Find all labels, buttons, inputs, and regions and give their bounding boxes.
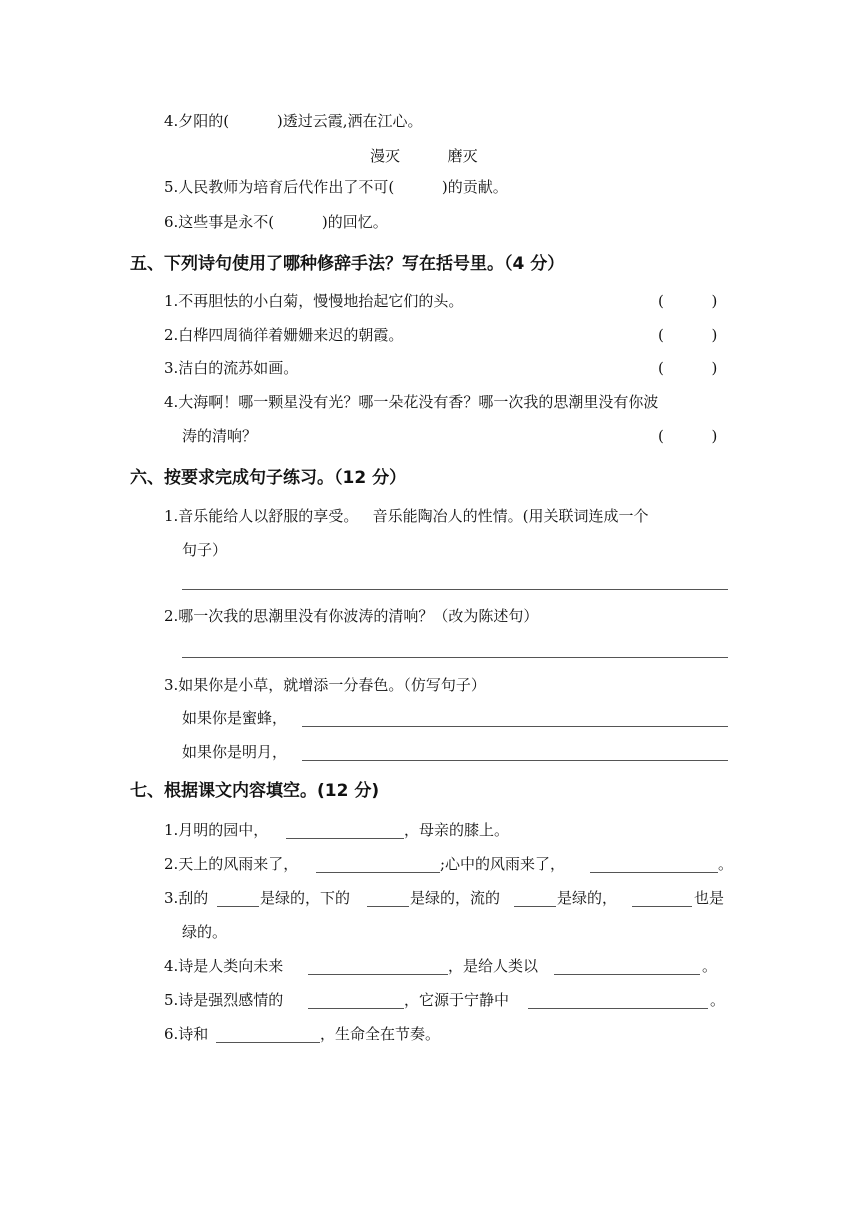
- section-6-heading: 六、按要求完成句子练习。（12 分）: [130, 468, 407, 488]
- question-7-3-a: 3.刮的: [164, 889, 209, 907]
- answer-line-6-3-a[interactable]: [302, 726, 728, 727]
- question-7-3-b: 是绿的，下的: [260, 889, 351, 907]
- answer-line-6-2[interactable]: [182, 657, 728, 658]
- question-4-6: 6.这些事是永不( )的回忆。: [164, 213, 388, 231]
- question-7-5-a: 5.诗是强烈感情的: [164, 991, 284, 1009]
- question-7-2-a: 2.天上的风雨来了，: [164, 855, 299, 873]
- blank-7-1[interactable]: [286, 838, 404, 839]
- answer-paren-5-2: ( ): [658, 326, 718, 344]
- blank-7-4-a[interactable]: [308, 974, 448, 975]
- question-7-5-b: ，它源于宁静中: [404, 991, 510, 1009]
- blank-7-3-a[interactable]: [217, 906, 259, 907]
- question-6-3: 3.如果你是小草，就增添一分春色。（仿写句子）: [164, 676, 486, 694]
- question-7-3-c: 是绿的，流的: [410, 889, 501, 907]
- blank-7-5-a[interactable]: [308, 1008, 404, 1009]
- question-4-5: 5.人民教师为培育后代作出了不可( )的贡献。: [164, 178, 508, 196]
- section-5-heading: 五、下列诗句使用了哪种修辞手法？写在括号里。（4 分）: [130, 254, 565, 274]
- question-6-1: 1.音乐能给人以舒服的享受。 音乐能陶冶人的性情。(用关联词连成一个: [164, 507, 649, 525]
- question-7-4-a: 4.诗是人类向未来: [164, 957, 284, 975]
- question-7-1-b: ，母亲的膝上。: [404, 821, 510, 839]
- question-7-3-d: 是绿的，: [557, 889, 618, 907]
- question-7-6-b: ，生命全在节奏。: [320, 1025, 441, 1043]
- question-6-2: 2.哪一次我的思潮里没有你波涛的清响？（改为陈述句）: [164, 607, 539, 625]
- blank-7-6[interactable]: [216, 1042, 320, 1043]
- question-5-3: 3.洁白的流苏如画。: [164, 359, 299, 377]
- word-choices: 漫灭 磨灭: [370, 147, 478, 165]
- answer-paren-5-1: ( ): [658, 292, 718, 310]
- blank-7-3-d[interactable]: [632, 906, 692, 907]
- section-7-heading: 七、根据课文内容填空。(12 分): [130, 781, 380, 801]
- blank-7-3-b[interactable]: [367, 906, 409, 907]
- blank-7-3-c[interactable]: [514, 906, 556, 907]
- answer-paren-5-4: ( ): [658, 427, 718, 445]
- question-5-1: 1.不再胆怯的小白菊，慢慢地抬起它们的头。: [164, 292, 464, 310]
- blank-7-2-a[interactable]: [316, 872, 440, 873]
- answer-line-6-3-b[interactable]: [302, 760, 728, 761]
- blank-7-5-b[interactable]: [528, 1008, 708, 1009]
- question-7-4-c: 。: [702, 957, 718, 975]
- question-5-4: 4.大海啊！哪一颗星没有光？哪一朵花没有香？哪一次我的思潮里没有你波: [164, 393, 659, 411]
- question-7-2-c: 。: [718, 855, 734, 873]
- question-4-4: 4.夕阳的( )透过云霞,洒在江心。: [164, 112, 423, 130]
- question-7-6-a: 6.诗和: [164, 1025, 209, 1043]
- answer-line-6-1[interactable]: [182, 589, 728, 590]
- question-7-3-cont: 绿的。: [182, 923, 228, 941]
- question-7-5-c: 。: [710, 991, 726, 1009]
- imitation-bee: 如果你是蜜蜂，: [182, 709, 288, 727]
- question-7-2-b: ;心中的风雨来了，: [440, 855, 566, 873]
- blank-7-2-b[interactable]: [590, 872, 718, 873]
- question-5-2: 2.白桦四周徜徉着姗姗来迟的朝霞。: [164, 326, 404, 344]
- answer-paren-5-3: ( ): [658, 359, 718, 377]
- blank-7-4-b[interactable]: [554, 974, 700, 975]
- question-7-4-b: ，是给人类以: [448, 957, 539, 975]
- imitation-moon: 如果你是明月，: [182, 743, 288, 761]
- question-6-1-cont: 句子）: [182, 541, 228, 559]
- question-7-1-a: 1.月明的园中，: [164, 821, 269, 839]
- question-7-3-e: 也是: [694, 889, 725, 907]
- question-5-4-cont: 涛的清响？: [182, 427, 258, 445]
